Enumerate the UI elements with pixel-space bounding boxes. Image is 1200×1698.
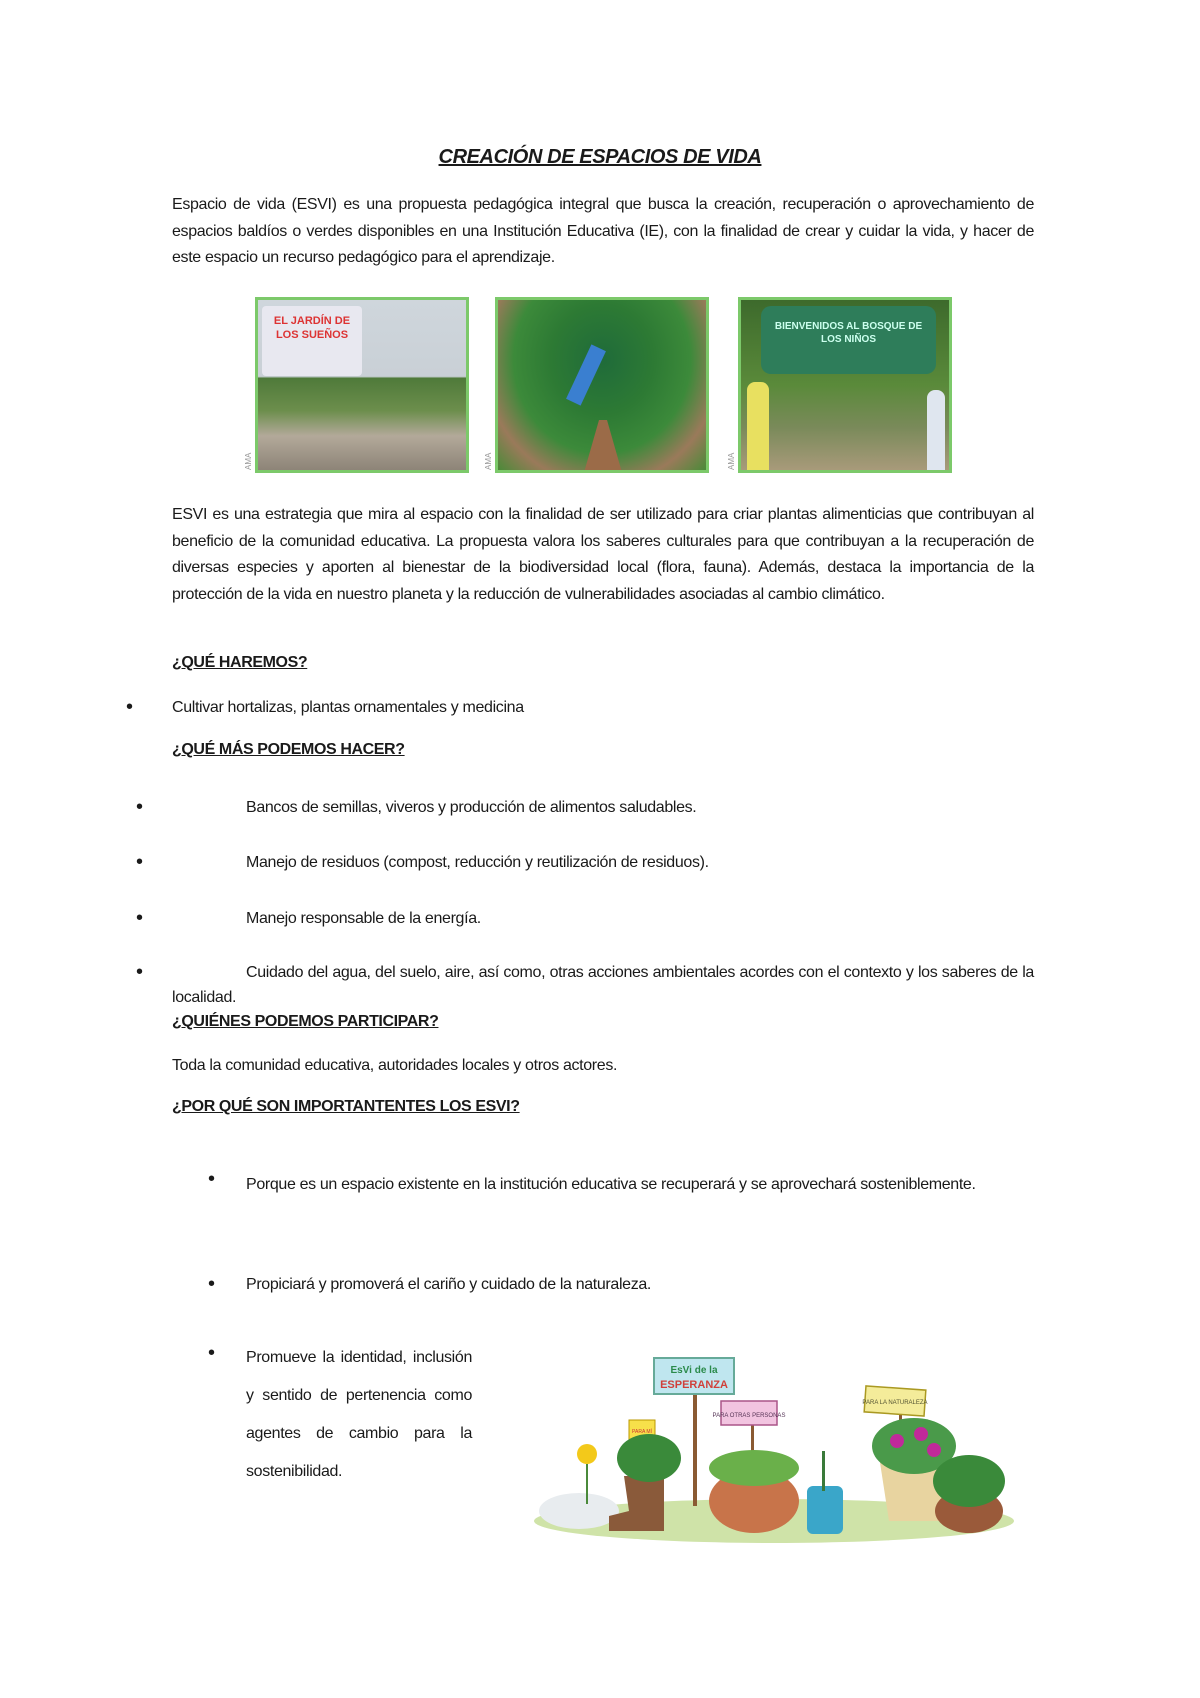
bullet-icon: • <box>208 1168 216 1190</box>
sign-text: PARA MÍ <box>632 1429 652 1435</box>
heading-por-que-importantes: ¿POR QUÉ SON IMPORTANTENTES LOS ESVI? <box>172 1098 520 1115</box>
list-item: Cultivar hortalizas, plantas ornamentales y medicina <box>172 699 524 716</box>
esvi-illustration <box>529 1346 1019 1546</box>
photo-jardin-de-los-suenos <box>255 297 469 473</box>
list-item: Bancos de semillas, viveros y producción de alimentos saludables. <box>246 799 697 816</box>
sign-text: PARA OTRAS PERSONAS <box>712 1413 786 1419</box>
page-title: CREACIÓN DE ESPACIOS DE VIDA <box>438 146 762 168</box>
intro-paragraph: Espacio de vida (ESVI) es una propuesta pedagógica integral que busca la creación, recuperación o aprovechamiento de espacios baldíos o verdes disponibles en una Institución Educativa (IE), con la finalidad de crear y cuidar la vida, y hacer de este espacio un recurso pedagógico para el aprendizaje. <box>172 196 1034 266</box>
bullet-icon: • <box>136 796 144 818</box>
bullet-icon: • <box>136 851 144 873</box>
heading-que-haremos: ¿QUÉ HAREMOS? <box>172 654 308 671</box>
list-item: Cuidado del agua, del suelo, aire, así como, otras acciones ambientales acordes con el contexto y los saberes de la localidad. <box>172 964 1034 1006</box>
sign-text: EsVi de la <box>670 1365 718 1376</box>
photo-credit: AMA <box>244 452 253 470</box>
bullet-icon: • <box>136 907 144 929</box>
bullet-icon: • <box>208 1273 216 1295</box>
sign-text: PARA LA NATURALEZA <box>862 1400 928 1406</box>
photo-garden-path <box>495 297 709 473</box>
bullet-icon: • <box>136 961 144 983</box>
list-item: Porque es un espacio existente en la institución educativa se recuperará y se aprovechará sosteniblemente. <box>246 1176 976 1193</box>
list-item: Propiciará y promoverá el cariño y cuidado de la naturaleza. <box>246 1276 652 1293</box>
photo-credit: AMA <box>727 452 736 470</box>
sign-text: ESPERANZA <box>660 1379 728 1391</box>
bullet-icon: • <box>208 1342 216 1364</box>
photo-sign: EL JARDÍN DE LOS SUEÑOS <box>262 306 362 376</box>
list-item: Manejo responsable de la energía. <box>246 910 481 927</box>
photo-credit: AMA <box>484 452 493 470</box>
list-item: Manejo de residuos (compost, reducción y reutilización de residuos). <box>246 854 709 871</box>
heading-que-mas-podemos-hacer: ¿QUÉ MÁS PODEMOS HACER? <box>172 741 405 758</box>
strategy-paragraph: ESVI es una estrategia que mira al espacio con la finalidad de ser utilizado para criar plantas alimenticias que contribuyan al beneficio de la comunidad educativa. La propuesta valora los saberes culturales para que contribuyan a la recuperación de diversas especies y aporten al bienestar de la biodiversidad local (flora, fauna). Además, destaca la importancia de la protección de la vida en nuestro planeta y la reducción de vulnerabilidades asociadas al cambio climático. <box>172 506 1034 603</box>
photo-sign: BIENVENIDOS AL BOSQUE DE LOS NIÑOS <box>761 306 936 374</box>
list-item: Promueve la identidad, inclusión y sentido de pertenencia como agentes de cambio para la sostenibilidad. <box>246 1349 472 1480</box>
bullet-icon: • <box>126 696 134 718</box>
photo-bosque-de-los-ninos <box>738 297 952 473</box>
heading-quienes-podemos-participar: ¿QUIÉNES PODEMOS PARTICIPAR? <box>172 1013 439 1030</box>
quienes-text: Toda la comunidad educativa, autoridades locales y otros actores. <box>172 1057 618 1074</box>
